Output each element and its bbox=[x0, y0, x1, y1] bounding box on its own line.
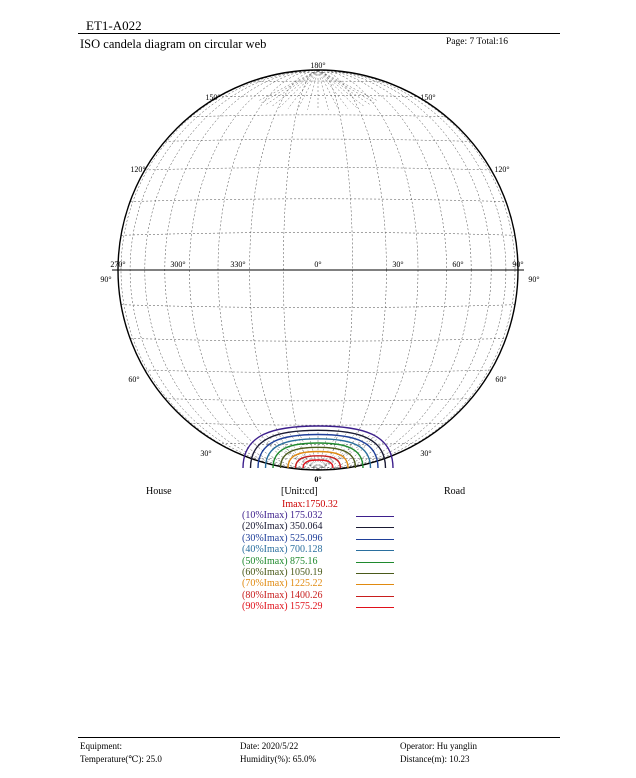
grid-ray bbox=[308, 430, 318, 470]
grid-ray bbox=[308, 70, 318, 110]
gamma-label: 150° bbox=[420, 93, 436, 102]
document-code: ET1-A022 bbox=[86, 18, 142, 33]
grid-ray bbox=[298, 431, 319, 470]
legend-entry bbox=[242, 533, 402, 544]
legend-label: (20%Imax) 350.064 bbox=[242, 521, 323, 533]
legend-label: (30%Imax) 525.096 bbox=[242, 532, 323, 544]
grid-ray bbox=[318, 70, 374, 103]
imax-label: Imax:1750.32 bbox=[282, 499, 338, 510]
grid-ray bbox=[318, 70, 328, 110]
legend-swatch bbox=[356, 596, 394, 597]
grid-ray bbox=[318, 70, 348, 109]
label-layer bbox=[100, 61, 539, 484]
legend-label: (40%Imax) 700.128 bbox=[242, 544, 323, 556]
operator-label: Operator: Hu yanglin bbox=[400, 741, 477, 751]
grid-ray bbox=[318, 70, 377, 101]
grid-ray bbox=[262, 70, 318, 103]
grid-parallel bbox=[165, 139, 471, 141]
c-plane-label: 90° bbox=[512, 260, 524, 269]
page-counter: Page: 7 Total:16 bbox=[446, 37, 508, 47]
grid-parallel bbox=[250, 458, 387, 459]
gamma-label: 90° bbox=[100, 275, 112, 284]
legend-swatch bbox=[356, 527, 394, 528]
equipment-label: Equipment: bbox=[80, 741, 122, 751]
grid-ray bbox=[318, 431, 339, 470]
legend-swatch bbox=[356, 584, 394, 585]
grid-ray bbox=[318, 70, 357, 108]
grid-parallel bbox=[165, 399, 471, 401]
gamma-label: 0° bbox=[314, 475, 322, 484]
legend-entry bbox=[242, 601, 402, 612]
grid-ray bbox=[279, 70, 318, 108]
gamma-label: 60° bbox=[495, 375, 507, 384]
legend-entry bbox=[242, 544, 402, 555]
legend-entry bbox=[242, 578, 402, 589]
c-plane-label: 60° bbox=[452, 260, 464, 269]
legend-swatch bbox=[356, 550, 394, 551]
distance-label: Distance(m): 10.23 bbox=[400, 754, 470, 764]
grid-parallel bbox=[121, 232, 515, 235]
grid-parallel bbox=[130, 199, 506, 202]
grid-ray bbox=[288, 70, 318, 109]
c-plane-label: 0° bbox=[314, 260, 322, 269]
grid-ray bbox=[272, 70, 318, 106]
gamma-label: 180° bbox=[310, 61, 326, 70]
grid-ray bbox=[318, 70, 364, 106]
legend-label: (70%Imax) 1225.22 bbox=[242, 578, 323, 590]
grid-ray bbox=[298, 70, 319, 109]
legend-swatch bbox=[356, 516, 394, 517]
grid-parallel bbox=[189, 423, 446, 425]
legend-swatch bbox=[356, 573, 394, 574]
legend-label: (90%Imax) 1575.29 bbox=[242, 601, 323, 613]
temperature-label: Temperature(℃): 25.0 bbox=[80, 754, 162, 764]
legend-swatch bbox=[356, 607, 394, 608]
c-plane-label: 300° bbox=[170, 260, 186, 269]
gamma-label: 30° bbox=[420, 449, 432, 458]
legend-label: (10%Imax) 175.032 bbox=[242, 510, 323, 521]
gamma-label: 150° bbox=[205, 93, 221, 102]
grid-layer bbox=[112, 70, 524, 470]
side-label-house: House bbox=[146, 486, 172, 497]
date-label: Date: 2020/5/22 bbox=[240, 741, 299, 751]
page-title: ISO candela diagram on circular web bbox=[80, 37, 267, 51]
grid-parallel bbox=[145, 167, 491, 170]
grid-parallel bbox=[189, 115, 446, 117]
legend-swatch bbox=[356, 539, 394, 540]
c-plane-label: 330° bbox=[230, 260, 246, 269]
grid-ray bbox=[318, 430, 328, 470]
legend-swatch bbox=[356, 562, 394, 563]
legend bbox=[242, 510, 402, 613]
gamma-label: 120° bbox=[494, 165, 510, 174]
legend-entry bbox=[242, 556, 402, 567]
c-plane-label: 30° bbox=[392, 260, 404, 269]
grid-parallel bbox=[121, 305, 515, 308]
grid-parallel bbox=[250, 81, 387, 82]
grid-ray bbox=[259, 70, 318, 101]
legend-label: (80%Imax) 1400.26 bbox=[242, 589, 323, 601]
legend-entry bbox=[242, 590, 402, 601]
legend-entry bbox=[242, 521, 402, 532]
humidity-label: Humidity(%): 65.0% bbox=[240, 754, 316, 764]
gamma-label: 90° bbox=[528, 275, 540, 284]
unit-label: [Unit:cd] bbox=[281, 486, 318, 497]
gamma-label: 120° bbox=[130, 165, 146, 174]
gamma-label: 60° bbox=[128, 375, 140, 384]
grid-ray bbox=[318, 70, 339, 109]
legend-label: (50%Imax) 875.16 bbox=[242, 555, 318, 567]
c-plane-label: 270° bbox=[110, 260, 126, 269]
grid-parallel bbox=[145, 370, 491, 373]
legend-entry bbox=[242, 567, 402, 578]
legend-entry bbox=[242, 510, 402, 521]
footer-rule bbox=[78, 737, 560, 738]
side-label-road: Road bbox=[444, 486, 466, 497]
legend-label: (60%Imax) 1050.19 bbox=[242, 566, 323, 578]
gamma-label: 30° bbox=[200, 449, 212, 458]
grid-parallel bbox=[130, 338, 506, 341]
